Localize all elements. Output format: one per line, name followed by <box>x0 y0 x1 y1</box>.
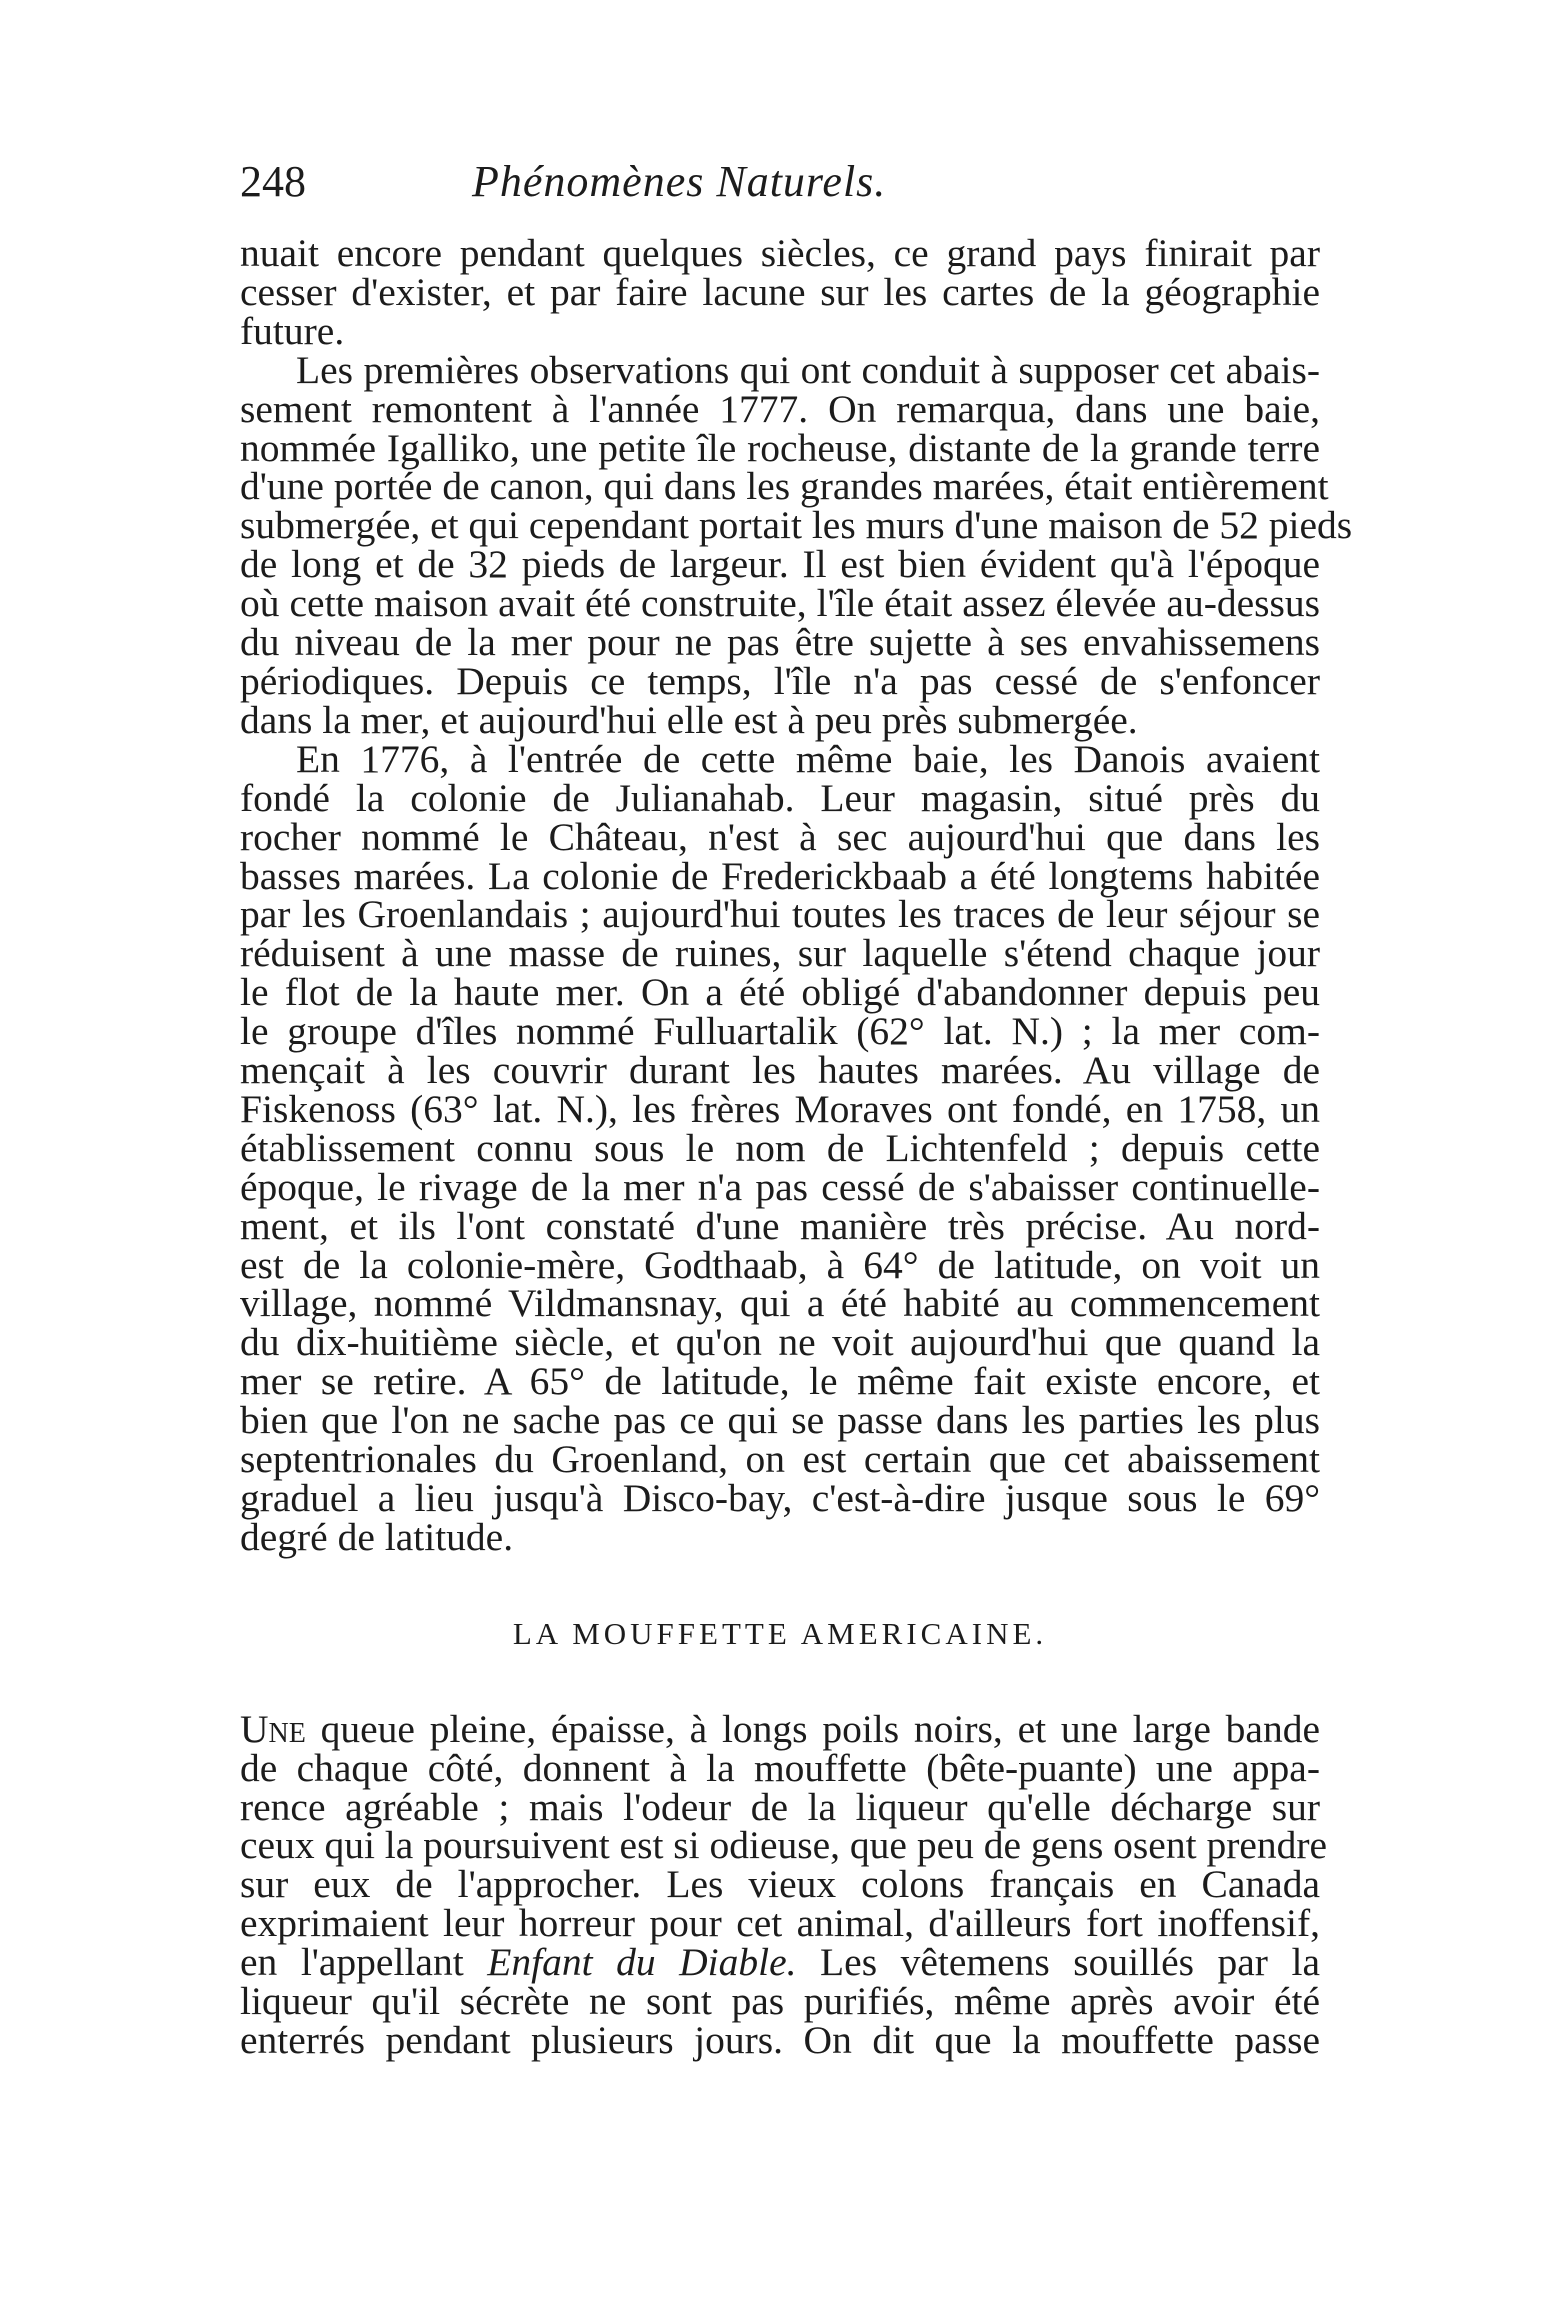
text-line: Les premières observations qui ont conduit à supposer cet abais- <box>296 347 1320 392</box>
text-fragment: en l'appellant <box>240 1940 488 1985</box>
running-title: Phénomènes Naturels. <box>472 157 887 206</box>
paragraph-2 <box>240 347 1353 742</box>
section-heading: LA MOUFFETTE AMERICAINE. <box>512 1615 1048 1651</box>
text-line: du niveau de la mer pour ne pas être sujette à ses envahissemens <box>240 620 1320 665</box>
text-line: cesser d'exister, et par faire lacune sur les cartes de la géographie <box>240 269 1320 314</box>
text-line: mençait à les couvrir durant les hautes marées. Au village de <box>240 1048 1320 1093</box>
text-line: exprimaient leur horreur pour cet animal, d'ailleurs fort inoffensif, <box>240 1901 1320 1946</box>
text-line: enterrés pendant plusieurs jours. On dit que la mouffette passe <box>240 2017 1320 2062</box>
text-line: établissement connu sous le nom de Lichtenfeld ; depuis cette <box>240 1125 1320 1170</box>
book-page <box>240 150 1353 2062</box>
text-line: le groupe d'îles nommé Fulluartalik (62° lat. N.) ; la mer com- <box>240 1009 1320 1054</box>
text-line: septentrionales du Groenland, on est certain que cet abaissement <box>240 1437 1320 1482</box>
opening-word: Une <box>240 1706 306 1751</box>
paragraph-4 <box>240 1706 1328 2062</box>
text-fragment: queue pleine, épaisse, à longs poils noirs, et une large bande <box>305 1706 1320 1751</box>
text-line: époque, le rivage de la mer n'a pas cessé de s'abaisser continuelle- <box>240 1164 1320 1209</box>
text-line <box>240 1706 1320 1751</box>
paragraph-1 <box>240 231 1320 353</box>
text-fragment: Les vêtemens souillés par la <box>796 1940 1320 1985</box>
text-line: village, nommé Vildmansnay, qui a été habité au commencement <box>240 1281 1320 1326</box>
text-line: sur eux de l'approcher. Les vieux colons français en Canada <box>240 1862 1320 1907</box>
text-line: rocher nommé le Château, n'est à sec aujourd'hui que dans les <box>240 814 1320 859</box>
text-line: En 1776, à l'entrée de cette même baie, les Danois avaient <box>296 736 1320 781</box>
text-line: dans la mer, et aujourd'hui elle est à peu près submergée. <box>240 697 1138 742</box>
text-line: réduisent à une masse de ruines, sur laquelle s'étend chaque jour <box>240 931 1320 976</box>
text-line: le flot de la haute mer. On a été obligé d'abandonner depuis peu <box>240 970 1320 1015</box>
text-line: par les Groenlandais ; aujourd'hui toutes les traces de leur séjour se <box>240 892 1320 937</box>
paragraph-3 <box>240 736 1320 1559</box>
text-line: de long et de 32 pieds de largeur. Il est bien évident qu'à l'époque <box>240 542 1320 587</box>
text-line: mer se retire. A 65° de latitude, le même fait existe encore, et <box>240 1359 1320 1404</box>
text-line: basses marées. La colonie de Frederickbaab a été longtems habitée <box>240 853 1320 898</box>
text-line: est de la colonie-mère, Godthaab, à 64° de latitude, on voit un <box>240 1242 1320 1287</box>
text-line: Fiskenoss (63° lat. N.), les frères Moraves ont fondé, en 1758, un <box>240 1086 1320 1131</box>
section-gap <box>240 1654 1320 1710</box>
body-text <box>240 231 1353 2062</box>
text-line: liqueur qu'il sécrète ne sont pas purifiés, même après avoir été <box>240 1979 1320 2024</box>
italic-phrase: Enfant du Diable. <box>487 1940 797 1985</box>
text-line: ment, et ils l'ont constaté d'une manière très précise. Au nord- <box>240 1203 1320 1248</box>
text-line: sement remontent à l'année 1777. On remarqua, dans une baie, <box>240 386 1320 431</box>
text-line: d'une portée de canon, qui dans les grandes marées, était entièrement <box>240 464 1329 509</box>
text-line: du dix-huitième siècle, et qu'on ne voit aujourd'hui que quand la <box>240 1320 1320 1365</box>
text-line: degré de latitude. <box>240 1514 514 1559</box>
text-line: nommée Igalliko, une petite île rocheuse, distante de la grande terre <box>240 425 1320 470</box>
text-line: future. <box>240 308 345 353</box>
text-line: nuait encore pendant quelques siècles, ce grand pays finirait par <box>240 231 1320 275</box>
text-line: graduel a lieu jusqu'à Disco-bay, c'est-à-dire jusque sous le 69° <box>240 1476 1320 1520</box>
text-line: bien que l'on ne sache pas ce qui se passe dans les parties les plus <box>240 1398 1320 1443</box>
text-line <box>240 1940 1320 1985</box>
running-head <box>240 150 1320 220</box>
text-line: périodiques. Depuis ce temps, l'île n'a pas cessé de s'enfoncer <box>240 658 1320 703</box>
text-line: ceux qui la poursuivent est si odieuse, que peu de gens osent prendre <box>240 1823 1328 1868</box>
page-number: 248 <box>240 157 306 206</box>
text-line: submergée, et qui cependant portait les murs d'une maison de 52 pieds <box>240 503 1353 548</box>
text-line: de chaque côté, donnent à la mouffette (bête-puante) une appa- <box>240 1745 1320 1790</box>
text-line: rence agréable ; mais l'odeur de la liqueur qu'elle décharge sur <box>240 1784 1320 1829</box>
text-line: fondé la colonie de Julianahab. Leur magasin, situé près du <box>240 775 1320 820</box>
text-line: où cette maison avait été construite, l'île était assez élevée au-dessus <box>240 581 1320 626</box>
